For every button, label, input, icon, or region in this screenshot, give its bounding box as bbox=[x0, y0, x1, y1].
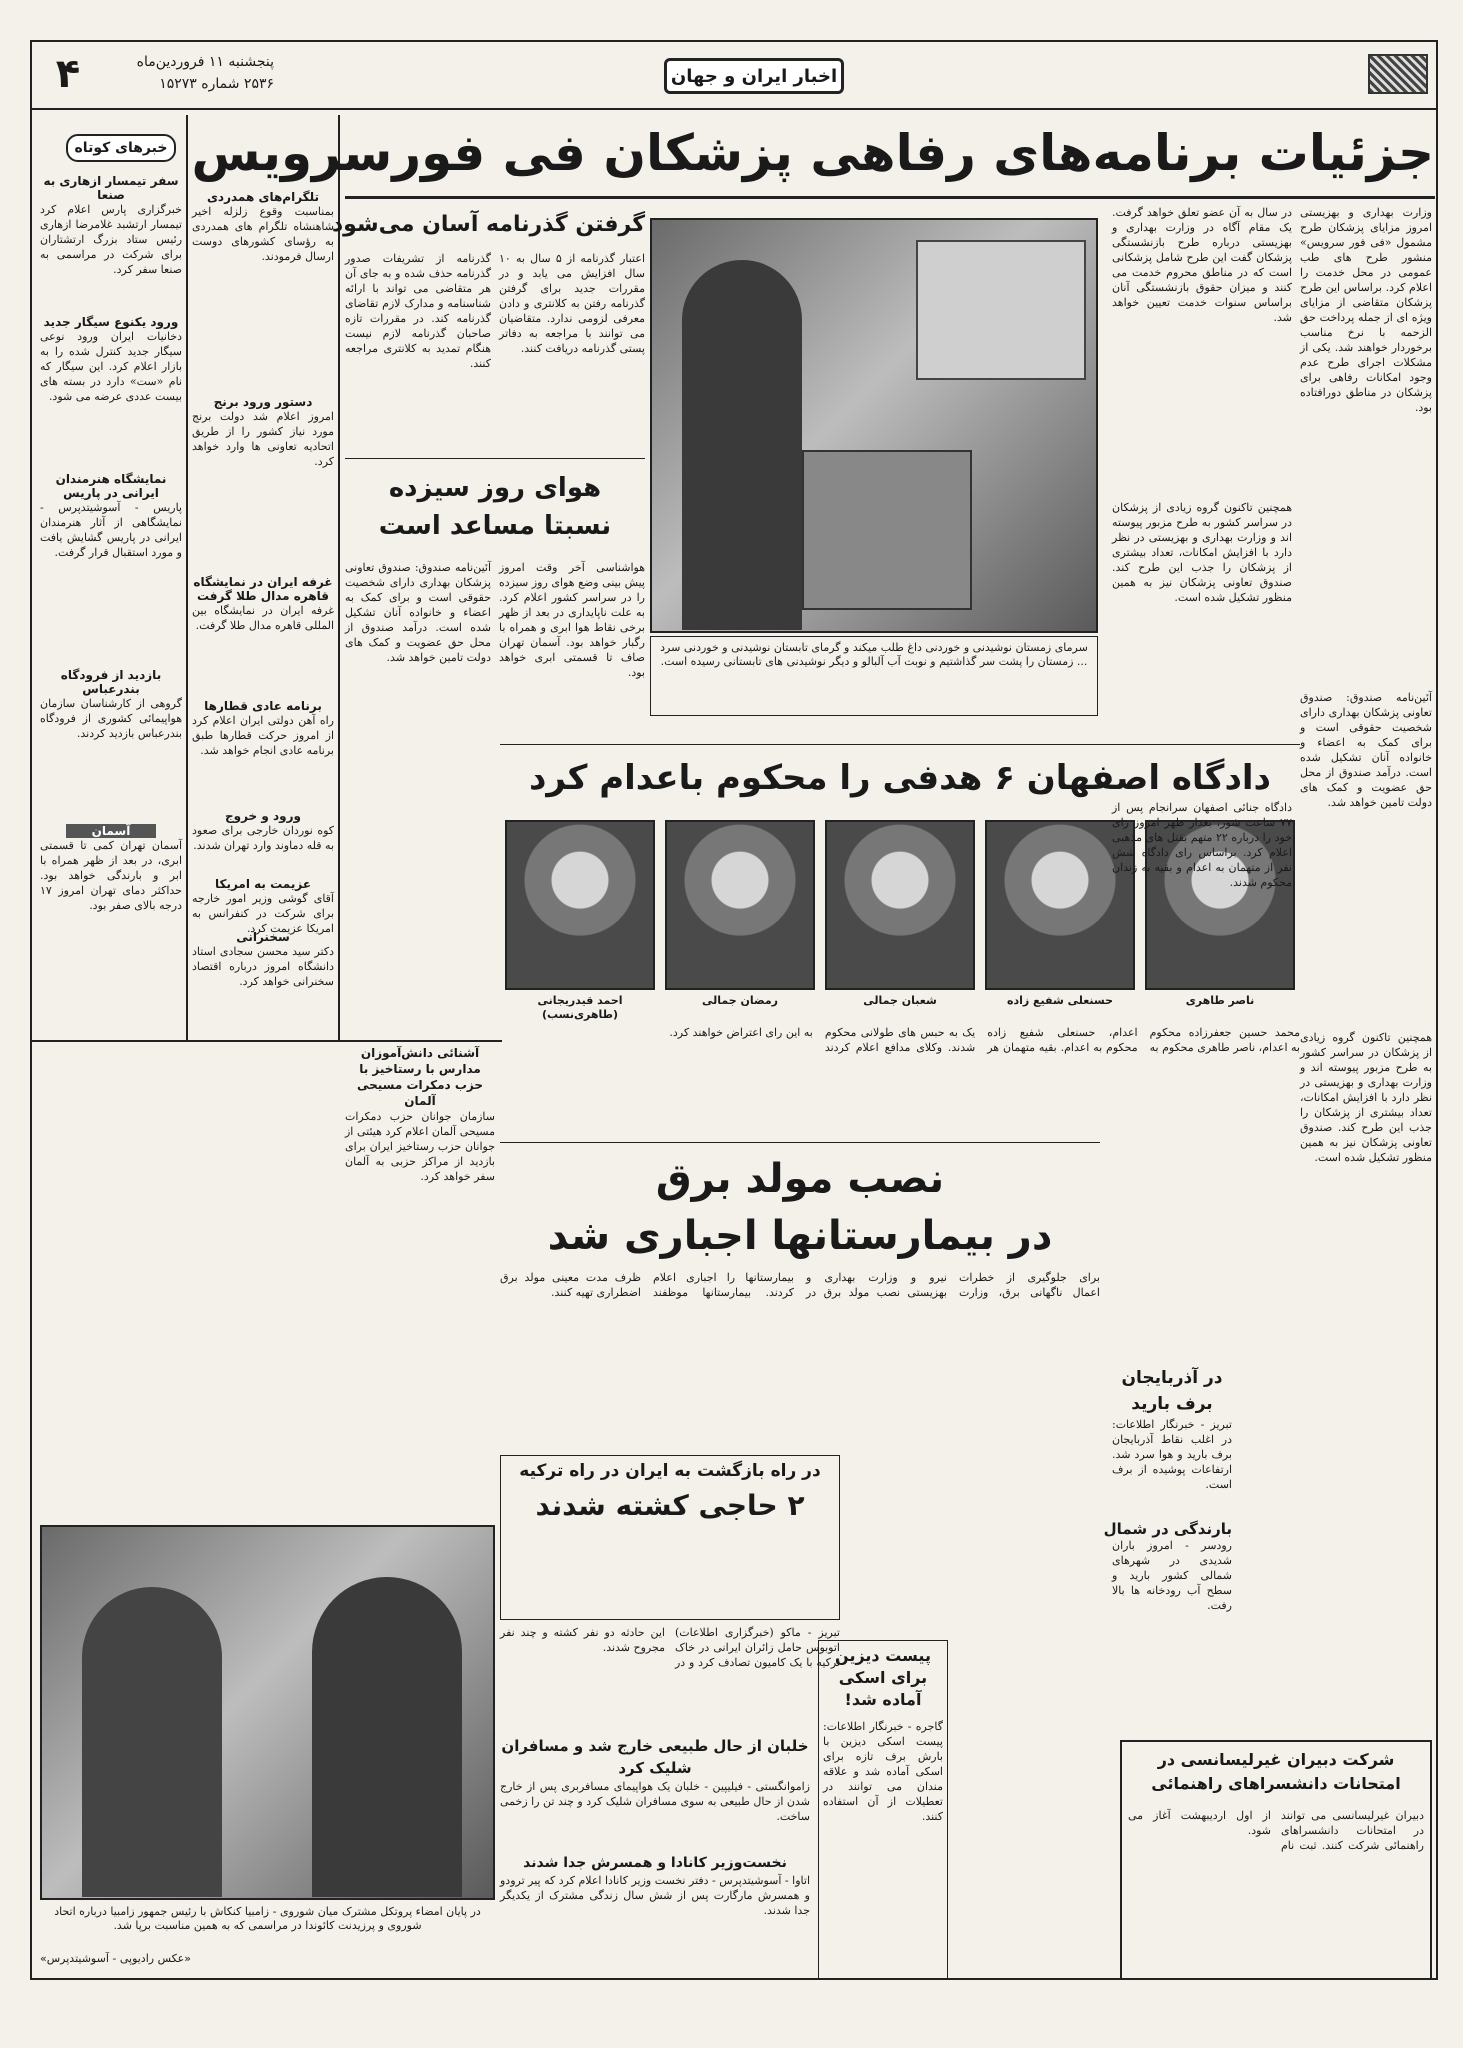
news-item-body: آقای گوشی وزیر امور خارجه برای شرکت در کنفرانس به امریکا عزیمت کرد. bbox=[192, 892, 334, 935]
news-item-body: بمناسبت وقوع زلزله اخیر شاهنشاه تلگرام های همدردی به رؤسای کشورهای دوست ارسال فرمودند. bbox=[192, 205, 334, 263]
mugshot bbox=[505, 820, 655, 1020]
short-news-item bbox=[40, 174, 182, 307]
mugshot bbox=[665, 820, 815, 1020]
news-item-body: راه آهن دولتی ایران اعلام کرد از امروز حرکت قطارها طبق برنامه عادی انجام خواهد شد. bbox=[192, 714, 334, 757]
welfare-right-lower: همچنین تاکنون گروه زیادی از پزشکان در سراسر کشور به طرح مزبور پیوسته اند و وزارت بهداری و بهزیستی در نظر دارد با افزایش امکانات، تعداد بیشتری از پزشکان را جذب این طرح کند. صندوق تعاونی پزشکان نیز به همین منظور تشکیل شده است. bbox=[1300, 1031, 1432, 1164]
short-news-body: آسمان تهران کمی تا قسمتی ابری، در بعد از ظهر همراه با ابر و بارندگی خواهد بود. حداکثر دمای تهران امروز ۱۷ درجه بالای صفر بود. bbox=[40, 839, 182, 912]
generator-body: برای جلوگیری از خطرات اعمال ناگهانی برق، وزارت نیرو و وزارت بهداری و بهزیستی نصب مولد برق در بیمارستانها را اجباری اعلام کردند. بیمارستانها موظفند ظرف مدت معینی مولد برق اضطراری تهیه کنند. bbox=[500, 1271, 1100, 1299]
rain-article bbox=[1103, 1520, 1232, 1720]
rain-body: رودسر - امروز باران شدیدی در شهرهای شمالی کشور بارید و سطح آب رودخانه ها بالا رفت. bbox=[1112, 1539, 1232, 1612]
hajji-subheadline: ۲ حاجی کشته شدند bbox=[535, 1489, 805, 1522]
news-item bbox=[192, 575, 334, 693]
juice-cart bbox=[802, 450, 972, 610]
truck-shape bbox=[916, 240, 1086, 380]
headline-rule bbox=[345, 196, 1435, 199]
pilot-body: زاموانگستی - فیلیپین - خلبان یک هواپیمای مسافربری پس از خارج شدن از حال طبیعی به سوی مسافران شلیک کرد و چند تن را زخمی ساخت. bbox=[500, 1780, 810, 1823]
pilot-headline-text: خلبان از حال طبیعی خارج شد و مسافران شلیک کرد bbox=[501, 1737, 809, 1777]
passport-body-continued: گذرنامه از تشریفات صدور گذرنامه حذف شده و به جای آن هر متقاضی می تواند با ارائه شناسنامه و مدارک لازم تقاضای گذرنامه کند. در مقررات تازه صاحبان گذرنامه لازم نیست هنگام تمدید به کلانتری مراجعه کنند. bbox=[345, 252, 491, 370]
short-news-item bbox=[40, 315, 182, 464]
short-news-body: گروهی از کارشناسان سازمان هواپیمائی کشوری از فرودگاه بندرعباس بازدید کردند. bbox=[40, 697, 182, 740]
short-news-title: ورود یکنوع سیگار جدید bbox=[43, 315, 179, 329]
german-party-body: سازمان جوانان حزب دمکرات مسیحی آلمان اعلام کرد هیئتی از جوانان حزب رستاخیز ایران برای بازدید از مراکز حزبی به آلمان سفر خواهد کرد. bbox=[345, 1110, 495, 1183]
welfare-body: وزارت بهداری و بهزیستی امروز مزایای پزشکان طرح مشمول «فی فور سرویس» منشور طرح های طب عمومی در محل خدمت را اعلام کرد. براساس این طرح پزشکان متقاضی از مزایای ویژه ای از جمله پرداخت حق الزحمه با نرخ مناسب برخوردار خواهند شد. یکی از مشکلات اجرای طرح عدم وجود امکانات رفاهی برای پزشکان در مناطق دورافتاده بود. bbox=[1300, 206, 1432, 414]
canada-body: اتاوا - آسوشیتدپرس - دفتر نخست وزیر کانادا اعلام کرد که پیر ترودو و همسرش مارگارت پس از شش سال زندگی مشترک از یکدیگر جدا شدند. bbox=[500, 1874, 810, 1917]
mugshot-name: حسنعلی شفیع زاده bbox=[1006, 994, 1114, 1007]
news-item bbox=[192, 877, 334, 935]
news-item-body: غرفه ایران در نمایشگاه بین المللی قاهره مدال طلا گرفت. bbox=[192, 604, 334, 632]
page-number: ۴ bbox=[55, 51, 81, 97]
mugshot-photo bbox=[665, 820, 815, 990]
section-rule bbox=[500, 1142, 1100, 1143]
short-news-box-title: خبرهای کوتاه bbox=[66, 134, 176, 162]
juice-vendor-caption: سرمای زمستان نوشیدنی و خوردنی داغ طلب میکند و گرمای تابستان نوشیدنی و خوردنی سرد ... زمستان را پشت سر گذاشتیم و نوبت آب آلبالو و دیگر نوشیدنی های تابستانی رسیده است. bbox=[650, 636, 1098, 716]
welfare-body-col2: در سال به آن عضو تعلق خواهد گرفت. یک مقام آگاه در وزارت بهداری و بهزیستی درباره طرح بازنشستگی پزشکان گفت این طرح شامل پزشکانی است که در مناطق محروم خدمت می کنند و میزان حقوق بازنشستگی آنان براساس سنوات خدمت تعیین خواهد شد. bbox=[1112, 206, 1292, 324]
short-news-item bbox=[40, 472, 182, 660]
court-body-continued: محمد حسین جعفرزاده محکوم به اعدام، ناصر طاهری محکوم به اعدام، حسنعلی شفیع زاده محکوم به اعدام. بقیه متهمان هر یک به حبس های طولانی محکوم شدند. وکلای مدافع اعلام کردند به این رای اعتراض خواهند کرد. bbox=[669, 1026, 1300, 1054]
news-item bbox=[192, 395, 334, 569]
dizin-body: گاجره - خبرنگار اطلاعات: پیست اسکی دیزین با بارش برف تازه برای اسکی آماده شد و علاقه مندان می توانند در تعطیلات از آن استفاده کنند. bbox=[823, 1720, 943, 1823]
rain-headline: بارندگی در شمال bbox=[1103, 1520, 1232, 1538]
date-line: پنجشنبه ۱۱ فروردین‌ماه bbox=[136, 54, 274, 70]
news-item-title: سخنرانی bbox=[236, 930, 290, 944]
column-rule bbox=[186, 115, 188, 1040]
section-rule bbox=[345, 458, 645, 459]
treaty-signing-credit: «عکس رادیوپی - آسوشیتدپرس» bbox=[40, 1952, 191, 1965]
news-item-title: دستور ورود برنج bbox=[213, 395, 313, 409]
education-body: دبیران غیرلیسانسی می توانند در امتحانات دانشسراهای راهنمائی شرکت کنند. ثبت نام از اول اردیبهشت آغاز می شود. bbox=[1128, 1809, 1424, 1852]
short-news-item bbox=[40, 824, 182, 988]
short-news-column bbox=[40, 118, 182, 1036]
generator-subheadline: در بیمارستانها اجباری شد bbox=[547, 1213, 1053, 1259]
section-rule bbox=[345, 1040, 495, 1041]
section-rule bbox=[500, 744, 1300, 745]
mugshot-photo bbox=[825, 820, 975, 990]
juice-vendor-photo bbox=[650, 218, 1098, 633]
german-party-article bbox=[345, 1045, 495, 1275]
welfare-body-col3: همچنین تاکنون گروه زیادی از پزشکان در سراسر کشور به طرح مزبور پیوسته اند و وزارت بهداری و بهزیستی در نظر دارد با افزایش امکانات، تعداد بیشتری از پزشکان را جذب این طرح کند. صندوق تعاونی پزشکان نیز به همین منظور تشکیل شده است. bbox=[1112, 501, 1292, 604]
weather-body: هواشناسی آخر وقت امروز پیش بینی وضع هوای روز سیزده را در سراسر کشور اعلام کرد. به علت ناپایداری در بعد از ظهر برخی نقاط هوا ابری و همراه با رگبار خواهد بود. آسمان تهران صاف تا قسمتی ابری خواهد بود. bbox=[499, 561, 645, 679]
dizin-headline: پیست دیزین برای اسکی آماده شد! bbox=[835, 1646, 931, 1709]
hajji-headline: در راه بازگشت به ایران در راه ترکیه bbox=[519, 1461, 821, 1481]
news-item-body: کوه نوردان خارجی برای صعود به قله دماوند وارد تهران شدند. bbox=[192, 824, 334, 852]
passport-body: اعتبار گذرنامه از ۵ سال به ۱۰ سال افزایش می یابد و در مقررات جدید برای گرفتن گذرنامه رفتن به کلانتری و دادن معرفی لزومی ندارد. متقاضیان می توانند با مراجعه به دفاتر پستی گذرنامه دریافت کنند. bbox=[499, 252, 646, 355]
news-item-body: دکتر سید محسن سجادی استاد دانشگاه امروز درباره اقتصاد سخنرانی خواهد کرد. bbox=[192, 945, 334, 988]
logo-emblem-icon bbox=[1368, 54, 1428, 94]
generator-headline: نصب مولد برق bbox=[655, 1156, 945, 1202]
azerbaijan-headline: در آذربایجان برف بارید bbox=[1121, 1368, 1223, 1414]
second-column bbox=[192, 190, 334, 1035]
mugshot-name: ناصر طاهری bbox=[1185, 994, 1255, 1007]
short-news-title: بازدید از فرودگاه بندرعباس bbox=[60, 668, 162, 696]
azerbaijan-article bbox=[1112, 1365, 1232, 1515]
weather-headline: هوای روز سیزده bbox=[388, 473, 602, 503]
treaty-signing-caption: در پایان امضاء پروتکل مشترک میان شوروی - زامبیا کنکاش با رئیس جمهور زامبیا درباره اتحاد شوروی و پرزیدنت کائوندا در مراسمی که به همین مناسبت برپا شد. bbox=[54, 1905, 481, 1932]
person-right bbox=[312, 1577, 462, 1897]
news-item bbox=[192, 699, 334, 803]
column-rule bbox=[338, 115, 340, 1040]
news-item-title: غرفه ایران در نمایشگاه قاهره مدال طلا گرفت bbox=[193, 575, 333, 603]
section-title: اخبار ایران و جهان bbox=[664, 58, 844, 94]
news-item-title: عزیمت به امریکا bbox=[214, 877, 312, 891]
court-headline: دادگاه اصفهان ۶ هدفی را محکوم باعدام کرد bbox=[528, 758, 1271, 798]
news-item-body: امروز اعلام شد دولت برنج مورد نیاز کشور را از طریق اتحادیه تعاونی ها وارد خواهد کرد. bbox=[192, 410, 334, 468]
news-item bbox=[192, 930, 334, 988]
mugshot-name: شعبان جمالی bbox=[863, 994, 937, 1007]
news-item bbox=[192, 809, 334, 873]
short-news-body: پاریس - آسوشیتدپرس - نمایشگاهی از آثار هنرمندان ایرانی در پاریس گشایش یافت و مورد استقبال قرار گرفت. bbox=[40, 501, 182, 559]
court-body: دادگاه جنائی اصفهان سرانجام پس از ۷۷ ساعت شور، بعداز ظهر امروز رای خود را درباره ۲۲ متهم بقتل های مذهبی اعلام کرد. براساس رای دادگاه شش نفر از متهمان به اعدام و بقیه به زندان محکوم شدند. bbox=[1112, 801, 1292, 889]
news-item-title: برنامه عادی قطارها bbox=[204, 699, 322, 713]
mugshot-photo bbox=[505, 820, 655, 990]
main-headline: جزئیات برنامه‌های رفاهی پزشکان فی فورسرویس bbox=[191, 124, 1434, 182]
short-news-title: نمایشگاه هنرمندان ایرانی در پاریس bbox=[55, 472, 167, 500]
person-left bbox=[82, 1587, 222, 1897]
issue-line: ۲۵۳۶ شماره ۱۵۲۷۳ bbox=[159, 76, 274, 92]
mugshot bbox=[825, 820, 975, 1020]
pilot-article bbox=[500, 1735, 810, 1980]
mugshot-name: رمضان جمالی bbox=[701, 994, 779, 1007]
news-item bbox=[192, 190, 334, 389]
hajji-article bbox=[500, 1455, 840, 1620]
short-news-item bbox=[40, 668, 182, 816]
weather-article bbox=[345, 470, 645, 870]
passport-headline: گرفتن گذرنامه آسان‌ می‌شود bbox=[331, 212, 645, 237]
short-news-body: خبرگزاری پارس اعلام کرد تیمسار ارتشبد غلامرضا ازهاری رئیس ستاد بزرگ ارتشتاران برای شرکت در مراسمی به صنعا سفر کرد. bbox=[40, 203, 182, 276]
vendor-figure bbox=[682, 260, 802, 630]
passport-article bbox=[331, 205, 646, 455]
short-news-title: آسمان bbox=[66, 824, 156, 838]
short-news-body: دخانیات ایران ورود نوعی سیگار جدید کنترل شده را به بازار اعلام کرد. این سیگار که نام «ست» دارد در بسته های بیست عددی عرضه می شود. bbox=[40, 330, 182, 403]
canada-headline: نخست‌وزیر کانادا و همسرش جدا شدند bbox=[523, 1855, 787, 1871]
hajji-body: تبریز - ماکو (خبرگزاری اطلاعات) اتوبوس حامل زائران ایرانی در خاک ترکیه با یک کامیون تصادف کرد و در این حادثه دو نفر کشته و چند نفر مجروح شدند. bbox=[500, 1626, 840, 1669]
news-item-title: تلگرام‌های همدردی bbox=[206, 190, 320, 204]
azerbaijan-body: تبریز - خبرنگار اطلاعات: در اغلب نقاط آذربایجان برف بارید و هوا سرد شد. ارتفاعات پوشیده از برف است. bbox=[1112, 1418, 1232, 1491]
education-article bbox=[1120, 1740, 1432, 1980]
treaty-signing-photo bbox=[40, 1525, 495, 1900]
weather-subheadline: نسبتا مساعد است bbox=[378, 511, 612, 541]
news-item-title: ورود و خروج bbox=[224, 809, 302, 823]
mugshot-name: احمد قیدریجانی (طاهری‌نسب) bbox=[537, 994, 623, 1021]
masthead bbox=[30, 40, 1438, 110]
german-party-headline: آشنائی دانش‌آموزان مدارس با رستاخیز با حزب دمکرات مسیحی آلمان bbox=[356, 1046, 484, 1108]
short-news-title: سفر تیمسار ازهاری به صنعا bbox=[43, 174, 179, 202]
weather-body-continued: آئین‌نامه صندوق: صندوق تعاونی پزشکان بهداری دارای شخصیت حقوقی است و برای کمک به اعضاء و خانواده آنان تشکیل شده است. درآمد صندوق از محل حق عضویت و کمک های دولت تامین خواهد شد. bbox=[345, 561, 491, 664]
education-headline: شرکت دبیران غیرلیسانسی در امتحانات دانشسراهای راهنمائی bbox=[1151, 1750, 1401, 1793]
welfare-body-continued: آئین‌نامه صندوق: صندوق تعاونی پزشکان بهداری دارای شخصیت حقوقی است و برای کمک به اعضاء و خانواده آنان تشکیل شده است. درآمد صندوق از محل حق عضویت و کمک های دولت تامین خواهد شد. bbox=[1300, 691, 1432, 809]
dizin-article bbox=[818, 1640, 948, 1980]
